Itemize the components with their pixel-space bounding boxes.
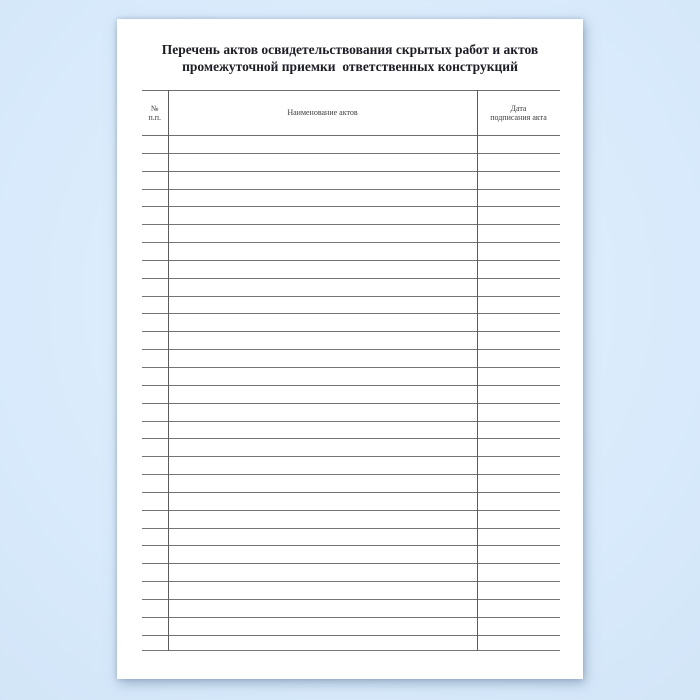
table-row	[142, 493, 561, 511]
table-row	[142, 368, 561, 386]
table-row	[142, 297, 561, 315]
table-row	[142, 136, 561, 154]
header-date-line-1: Дата	[510, 103, 527, 113]
table-row	[142, 243, 561, 261]
document-page	[117, 19, 583, 679]
document-title-line-1: Перечень актов освидетельствования скрытых работ и актов	[161, 42, 539, 57]
table-row	[142, 636, 561, 651]
header-name-label: Наименование актов	[287, 108, 358, 118]
table-row	[142, 314, 561, 332]
table-row	[142, 261, 561, 279]
table-row	[142, 422, 561, 440]
table-row	[142, 618, 561, 636]
table-row	[142, 564, 561, 582]
table-row	[142, 511, 561, 529]
document-title	[117, 42, 583, 75]
table-row	[142, 475, 561, 493]
table-row	[142, 386, 561, 404]
column-divider-name-date	[477, 90, 478, 651]
table-body	[142, 136, 561, 651]
table-row	[142, 190, 561, 208]
table-row	[142, 207, 561, 225]
table-row	[142, 350, 561, 368]
table-row	[142, 404, 561, 422]
table-row	[142, 546, 561, 564]
header-date-line-2: подписания акта	[490, 113, 547, 122]
table-row	[142, 582, 561, 600]
table-row	[142, 332, 561, 350]
header-cell-date	[477, 91, 560, 135]
table-row	[142, 439, 561, 457]
document-title-line-2: промежуточной приемки ответственных конструкций	[182, 58, 518, 74]
table-row	[142, 600, 561, 618]
table-row	[142, 154, 561, 172]
table-row	[142, 279, 561, 297]
header-cell-number	[142, 91, 169, 135]
table-header-row	[142, 90, 561, 136]
table-row	[142, 225, 561, 243]
header-number-line-1: №	[150, 103, 159, 113]
header-cell-name	[168, 91, 477, 135]
header-number-line-2: п.п.	[148, 113, 162, 122]
table-row	[142, 529, 561, 547]
table-row	[142, 457, 561, 475]
acts-table	[142, 90, 561, 651]
table-row	[142, 172, 561, 190]
column-divider-number-name	[168, 90, 169, 651]
